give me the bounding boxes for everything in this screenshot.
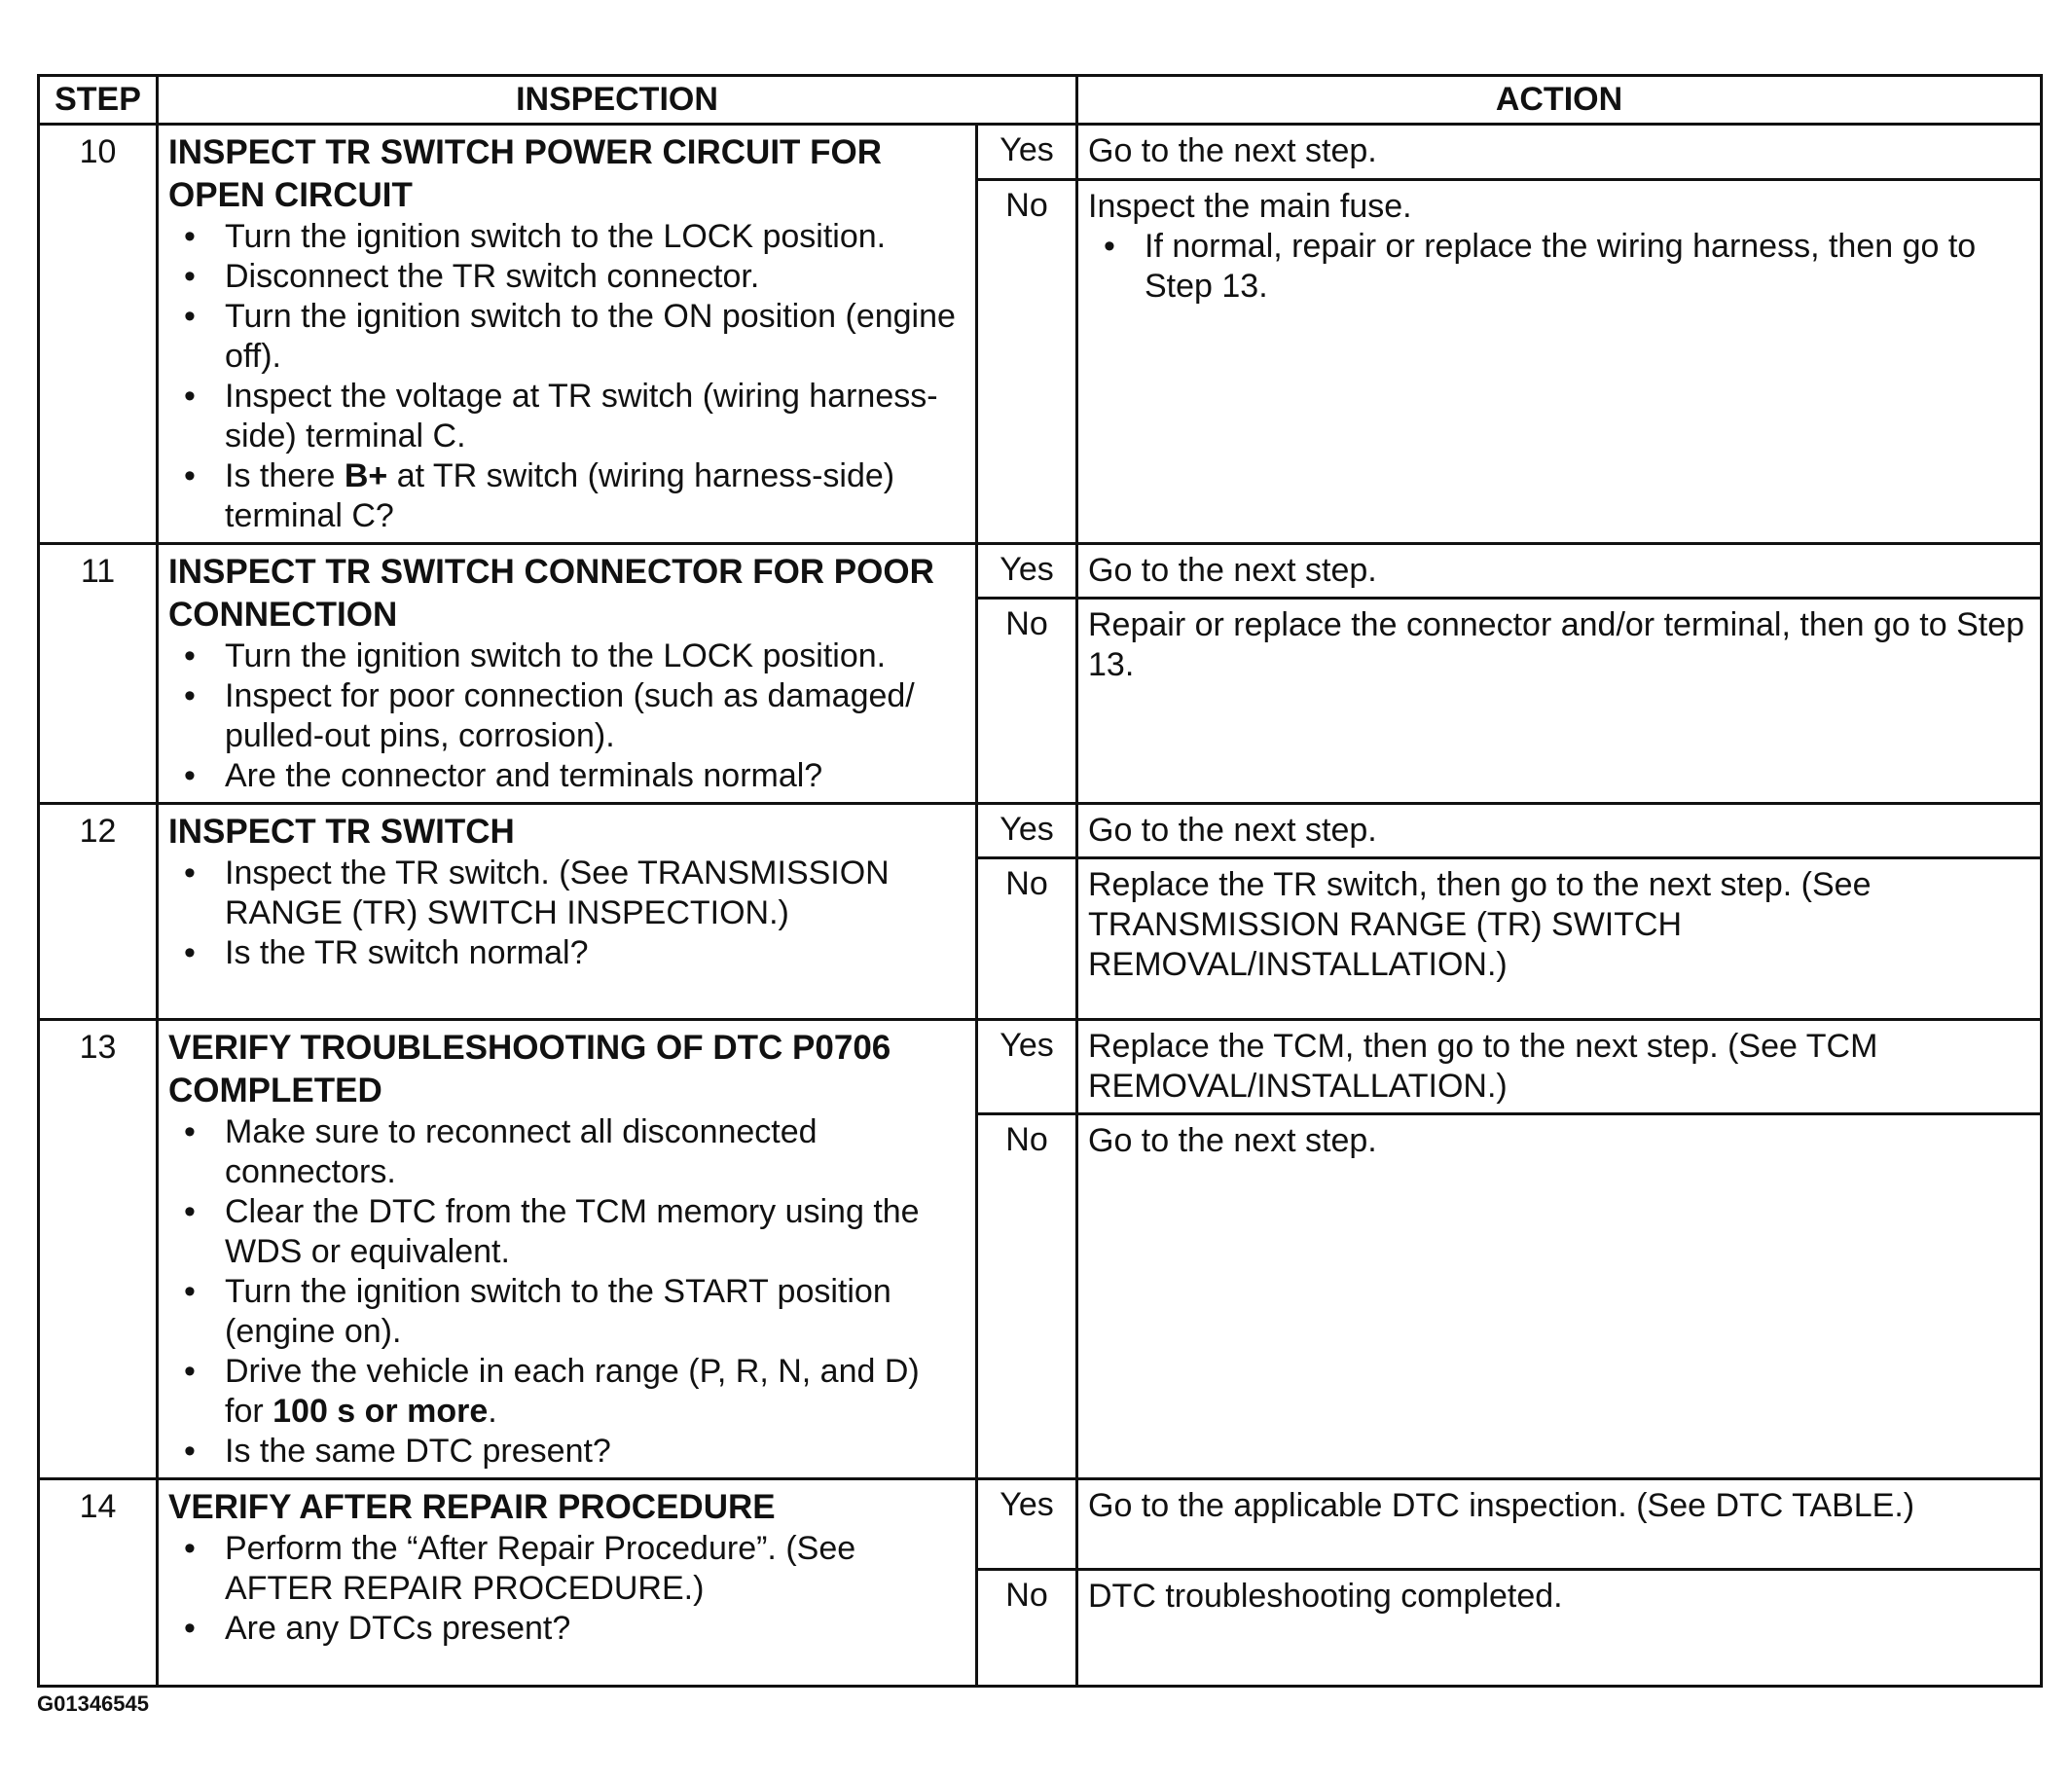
inspection-title: VERIFY TROUBLESHOOTING OF DTC P0706 COMPLETED — [168, 1029, 891, 1109]
bullet — [225, 1352, 962, 1432]
no-action: Go to the next step. — [1077, 1114, 2042, 1479]
step-number: 10 — [39, 125, 158, 544]
inspection-bullets — [168, 636, 962, 796]
bullet: • Inspect for poor connection (such as damaged/ pulled-out pins, corrosion). — [225, 676, 962, 756]
inspection-cell — [158, 804, 977, 1020]
step-13-yes-row — [39, 1020, 2042, 1114]
bullet: • Turn the ignition switch to the ON position (engine off). — [225, 297, 962, 377]
step-14-yes-row — [39, 1479, 2042, 1570]
step-number: 11 — [39, 544, 158, 804]
bullet: • Perform the “After Repair Procedure”. (See AFTER REPAIR PROCEDURE.) — [225, 1529, 962, 1609]
no-action: Inspect the main fuse. — [1088, 187, 1412, 225]
bullet-text: . — [488, 1393, 497, 1430]
inspection-bullets — [168, 217, 962, 536]
no-label: No — [977, 179, 1077, 543]
step-number: 12 — [39, 804, 158, 1020]
yes-label: Yes — [977, 544, 1077, 599]
step-number: 14 — [39, 1479, 158, 1687]
no-action: Repair or replace the connector and/or terminal, then go to Step 13. — [1077, 599, 2042, 804]
inspection-bullets — [168, 1112, 962, 1472]
bullet: • Turn the ignition switch to the LOCK position. — [225, 217, 962, 257]
inspection-cell — [158, 544, 977, 804]
inspection-title: INSPECT TR SWITCH CONNECTOR FOR POOR CONNECTION — [168, 553, 934, 634]
yes-action: Go to the next step. — [1077, 544, 2042, 599]
inspection-cell — [158, 125, 977, 544]
bullet: • Turn the ignition switch to the LOCK position. — [225, 636, 962, 676]
inspection-cell — [158, 1479, 977, 1687]
bullet — [225, 456, 962, 536]
no-label: No — [977, 858, 1077, 1020]
inspection-title: INSPECT TR SWITCH POWER CIRCUIT FOR OPEN CIRCUIT — [168, 133, 883, 214]
bullet-bold: 100 s or more — [273, 1393, 489, 1430]
step-number: 13 — [39, 1020, 158, 1479]
yes-action: Go to the applicable DTC inspection. (See DTC TABLE.) — [1077, 1479, 2042, 1570]
inspection-title: VERIFY AFTER REPAIR PROCEDURE — [168, 1488, 776, 1526]
bullet: • Disconnect the TR switch connector. — [225, 257, 962, 297]
troubleshooting-table — [37, 74, 2043, 1688]
bullet: • Make sure to reconnect all disconnected connectors. — [225, 1112, 962, 1192]
yes-action: Go to the next step. — [1077, 125, 2042, 180]
inspection-bullets — [168, 1529, 962, 1649]
yes-action: Go to the next step. — [1077, 804, 2042, 858]
bullet: • Clear the DTC from the TCM memory using the WDS or equivalent. — [225, 1192, 962, 1272]
bullet: • Is the same DTC present? — [225, 1432, 962, 1472]
step-12-yes-row — [39, 804, 2042, 858]
no-label: No — [977, 599, 1077, 804]
header-inspection: INSPECTION — [158, 76, 1077, 125]
figure-id: G01346545 — [37, 1691, 149, 1716]
inspection-cell — [158, 1020, 977, 1479]
header-step: STEP — [39, 76, 158, 125]
bullet-text: at TR switch (wiring harness-side) terminal C? — [225, 457, 895, 534]
header-row — [39, 76, 2042, 125]
no-action: DTC troubleshooting completed. — [1077, 1570, 2042, 1687]
no-action-cell — [1077, 179, 2042, 543]
no-label: No — [977, 1570, 1077, 1687]
yes-label: Yes — [977, 125, 1077, 180]
bullet-text: Is there — [225, 457, 345, 494]
bullet: • If normal, repair or replace the wiring harness, then go to Step 13. — [1145, 227, 2026, 307]
no-label: No — [977, 1114, 1077, 1479]
bullet-bold: B+ — [344, 457, 388, 494]
bullet: • Is the TR switch normal? — [225, 933, 962, 973]
yes-label: Yes — [977, 1020, 1077, 1114]
no-action: Replace the TR switch, then go to the next step. (See TRANSMISSION RANGE (TR) SWITCH REMOVAL/INSTALLATION.) — [1077, 858, 2042, 1020]
action-bullets — [1088, 227, 2026, 307]
yes-label: Yes — [977, 1479, 1077, 1570]
inspection-bullets — [168, 854, 962, 973]
bullet: • Inspect the TR switch. (See TRANSMISSION RANGE (TR) SWITCH INSPECTION.) — [225, 854, 962, 933]
bullet: • Are the connector and terminals normal? — [225, 756, 962, 796]
bullet-text: Drive the vehicle in each range (P, R, N, and D) for — [225, 1353, 920, 1430]
bullet: • Inspect the voltage at TR switch (wiring harness-side) terminal C. — [225, 377, 962, 456]
inspection-title: INSPECT TR SWITCH — [168, 813, 515, 851]
header-action: ACTION — [1077, 76, 2042, 125]
step-10-yes-row — [39, 125, 2042, 180]
bullet: • Turn the ignition switch to the START position (engine on). — [225, 1272, 962, 1352]
bullet: • Are any DTCs present? — [225, 1609, 962, 1649]
step-11-yes-row — [39, 544, 2042, 599]
yes-label: Yes — [977, 804, 1077, 858]
yes-action: Replace the TCM, then go to the next step. (See TCM REMOVAL/INSTALLATION.) — [1077, 1020, 2042, 1114]
